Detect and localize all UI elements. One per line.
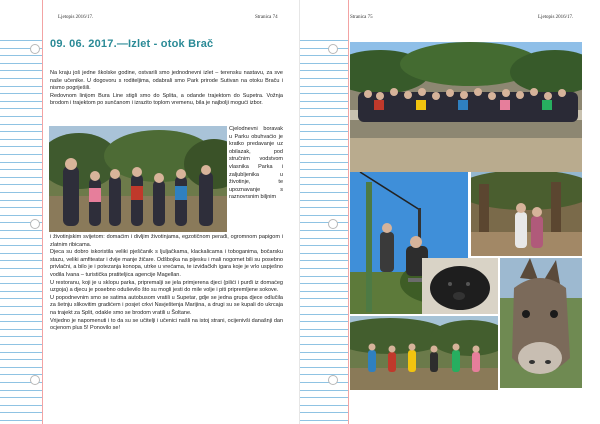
binder-hole <box>328 219 338 229</box>
photo-image <box>350 316 498 390</box>
ruled-line <box>0 116 42 117</box>
paragraph: U popodnevnim smo se satima autobusom vratili u Supetar, gdje se jedna grupa djece odlučila za šetnju slikovitim gradićem i posjet crkvi Navještenja Marijina, a drugi su se kupali do ukrcaja na trajekt za Split, odakle smo se brodom vratili u Šoltane. <box>50 294 283 316</box>
binder-hole <box>328 375 338 385</box>
photo-image <box>471 172 582 256</box>
ruled-line <box>0 321 42 322</box>
ruled-line <box>300 283 348 284</box>
binder-hole <box>30 375 40 385</box>
ruled-line <box>0 200 42 201</box>
binder-hole <box>30 44 40 54</box>
page-title: 09. 06. 2017.—Izlet - otok Brač <box>50 38 214 50</box>
ruled-line <box>0 268 42 269</box>
ruled-line <box>300 207 348 208</box>
ruled-line <box>0 101 42 102</box>
ruled-line <box>300 344 348 345</box>
photo-image <box>422 258 498 314</box>
ruled-line <box>0 352 42 353</box>
ruled-line <box>300 177 348 178</box>
ruled-line <box>300 200 348 201</box>
ruled-line <box>0 283 42 284</box>
ruled-line <box>300 146 348 147</box>
ruled-line <box>300 238 348 239</box>
ruled-line <box>0 390 42 391</box>
ruled-line <box>0 162 42 163</box>
ruled-line <box>300 78 348 79</box>
ruled-line <box>300 276 348 277</box>
ruled-line <box>0 420 42 421</box>
ruled-line <box>0 63 42 64</box>
ruled-line <box>0 291 42 292</box>
children-outdoor-photo <box>471 172 582 256</box>
ruled-line <box>300 329 348 330</box>
ruled-line <box>300 48 348 49</box>
ruled-line <box>300 260 348 261</box>
ruled-line <box>0 184 42 185</box>
ruled-line <box>0 139 42 140</box>
ruled-line <box>0 397 42 398</box>
ruled-line <box>300 412 348 413</box>
binder-hole <box>30 219 40 229</box>
ruled-line <box>300 230 348 231</box>
ruled-line <box>0 336 42 337</box>
ruled-line <box>300 367 348 368</box>
group-photo-park <box>49 126 227 232</box>
ruled-line <box>0 230 42 231</box>
header-yearbook: Ljetopis 2016/17. <box>58 15 94 20</box>
photo-image <box>49 126 227 232</box>
ruled-line <box>0 146 42 147</box>
ruled-line <box>0 40 42 41</box>
paragraph: Vrijedno je napomenuti i to da su se učitelji i učenici našli na istoj strani, ocijenivši današnji dan ocjenom plus 5! Ponovilo se! <box>50 317 283 332</box>
dog-photo <box>422 258 498 314</box>
ruled-line <box>0 359 42 360</box>
ruled-line <box>300 291 348 292</box>
ruled-line <box>0 405 42 406</box>
ruled-line <box>0 215 42 216</box>
ruled-line <box>0 314 42 315</box>
ruled-line <box>0 344 42 345</box>
paragraph: Djeca su dobro iskoristila veliki pješčanik s ljuljačkama, klackalicama i toboganima, bočarsku stazu, veliki amfiteatar i dvije manje žičare. Odšbojka na pijesku i mali nogomet bili su posebno privlačni, a bilo je i potezanja konopa, utrke u vrećama, te izviđačkih igara koje je vrlo uspješno vodila Ivana – turistička pratiteljica agencije Magellan. <box>50 249 283 278</box>
ruled-line <box>0 298 42 299</box>
ruled-line <box>300 40 348 41</box>
header-yearbook: Ljetopis 2016/17. <box>538 15 574 20</box>
donkey-photo <box>500 258 582 388</box>
ruled-line <box>0 412 42 413</box>
ruled-line <box>0 306 42 307</box>
ruled-line <box>300 116 348 117</box>
ruled-line <box>300 70 348 71</box>
ruled-line <box>0 55 42 56</box>
ruled-line <box>300 55 348 56</box>
amphitheatre-group-photo <box>350 42 582 172</box>
ruled-line <box>300 63 348 64</box>
ruled-line <box>300 222 348 223</box>
header-page-number: Stranica 74 <box>255 15 278 20</box>
ruled-line <box>300 93 348 94</box>
ruled-line <box>300 101 348 102</box>
ruled-line <box>300 108 348 109</box>
ruled-line <box>0 245 42 246</box>
ruled-line <box>0 276 42 277</box>
ruled-line <box>0 124 42 125</box>
ruled-line <box>0 154 42 155</box>
paragraph: U restoranu, koji je u sklopu parka, pripremalji se jela primjerena djeci (pilići i purđi iz domaćeg uzgoja) a djecu je posebno oduševilo što su mogli jesti do mile volje i piti pripremljene sokove. <box>50 279 283 294</box>
ruled-line <box>300 298 348 299</box>
ruled-line <box>300 405 348 406</box>
ruled-line <box>300 169 348 170</box>
ruled-line <box>300 352 348 353</box>
photo-image <box>350 42 582 172</box>
float-text: Cjelodnevni boravak u Parku obuhvaćio je kratko predavanje uz obilazak, pod stručnim vodstvom vlasnika Parka i zaljubljenika u životinje, te upoznavanje s raznovrsnim biljnim <box>229 126 283 201</box>
ruled-line <box>300 336 348 337</box>
ruled-line <box>0 93 42 94</box>
ruled-line <box>300 139 348 140</box>
ruled-line <box>300 321 348 322</box>
ruled-line <box>300 397 348 398</box>
ruled-line <box>300 359 348 360</box>
ruled-line <box>300 184 348 185</box>
ruled-line <box>300 382 348 383</box>
ruled-line <box>0 78 42 79</box>
ruled-line <box>300 215 348 216</box>
photo-image <box>500 258 582 388</box>
ruled-line <box>300 154 348 155</box>
ruled-line <box>0 86 42 87</box>
intro-text <box>50 70 283 108</box>
ruled-line <box>0 131 42 132</box>
ruled-line <box>300 245 348 246</box>
paragraph: i životinjskim svijetom: domaćim i divljim životinjama, egzotičnom perađi, ogromnom papigom i zlatnim ribicama. <box>50 234 283 248</box>
ruled-line <box>0 192 42 193</box>
body-text <box>50 234 283 333</box>
ruled-line <box>0 329 42 330</box>
ruled-line <box>300 390 348 391</box>
paragraph: Redovnom linijom Bura Line stigli smo do Splita, a odande trajektom do Supetra. Vožnja brodom i trajektom po sunčanom i izrazito toplom vremenu, bila je najbolji mogući izbor. <box>50 92 283 107</box>
sack-race-photo <box>350 316 498 390</box>
margin-line <box>348 0 349 424</box>
ruled-line <box>300 124 348 125</box>
margin-line <box>42 0 43 424</box>
ruled-line <box>0 108 42 109</box>
header-page-number: Stranica 75 <box>350 15 373 20</box>
ruled-line <box>300 162 348 163</box>
ruled-line <box>0 169 42 170</box>
ruled-line <box>300 86 348 87</box>
ruled-line <box>0 260 42 261</box>
ruled-line <box>300 374 348 375</box>
ruled-line <box>300 268 348 269</box>
ruled-line <box>0 70 42 71</box>
binder-hole <box>328 44 338 54</box>
ruled-line <box>300 253 348 254</box>
ruled-line <box>300 314 348 315</box>
ruled-line <box>0 253 42 254</box>
ruled-line <box>300 131 348 132</box>
ruled-line <box>300 306 348 307</box>
paragraph: Na kraju još jedne školske godine, ostvarili smo jednodnevni izlet – terensku nastavu, za sve naše učenike. U dogovoru s roditeljima, odabrali smo Park prirode Sutivan na otoku Braču i nismo pogriješili. <box>50 70 283 92</box>
right-page <box>300 0 600 424</box>
ruled-line <box>0 177 42 178</box>
ruled-line <box>0 207 42 208</box>
ruled-line <box>0 367 42 368</box>
ruled-line <box>300 420 348 421</box>
ruled-line <box>300 192 348 193</box>
ruled-line <box>0 238 42 239</box>
